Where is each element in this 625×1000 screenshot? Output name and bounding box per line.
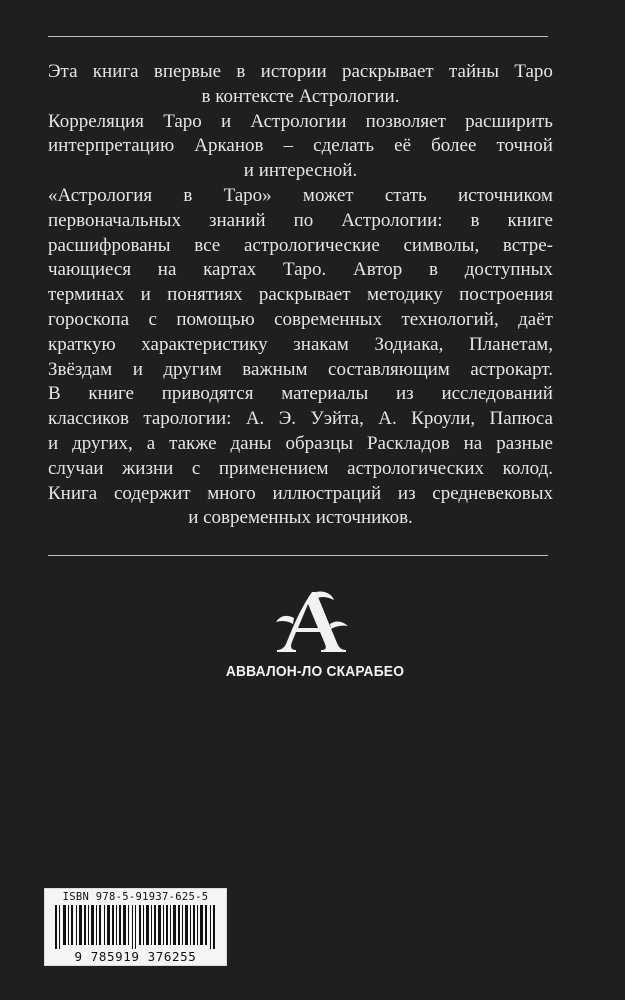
publisher-a-icon <box>272 588 352 656</box>
blurb-p3-line2: первоначальных знаний по Астрологии: в книге <box>48 209 553 231</box>
blurb-p1-line2: в контексте Астрологии. <box>201 85 400 107</box>
blurb-p3-line1: «Астрология в Таро» может стать источником <box>48 184 553 206</box>
blurb-p1-line1: Эта книга впервые в истории раскрывает тайны Таро <box>48 61 553 82</box>
blurb-p3-line4: чающиеся на картах Таро. Автор в доступных <box>48 259 553 281</box>
blurb-p3-line10: классиков тарологии: А. Э. Уэйта, А. Кроули, Папюса <box>48 408 553 430</box>
blurb-p4-line1: Книга содержит много иллюстраций из средневековых <box>48 482 553 504</box>
blurb-p2-line1: Корреляция Таро и Астрологии позволяет расширить <box>48 110 553 132</box>
blurb-p3-line3: расшифрованы все астрологические символы, встре- <box>48 234 553 256</box>
blurb-p4-line2: и современных источников. <box>188 507 413 529</box>
blurb-p3-line7: краткую характеристику знакам Зодиака, Планетам, <box>48 333 553 355</box>
barcode-bars <box>49 905 222 949</box>
blurb-p3-line11: и других, а также даны образцы Раскладов на разные <box>48 432 553 454</box>
blurb-p2-line2: интерпретацию Арканов – сделать её более точной <box>48 135 553 157</box>
isbn-label: ISBN 978-5-91937-625-5 <box>62 891 209 903</box>
back-cover-blurb <box>48 60 553 531</box>
blurb-p3-line9: В книге приводятся материалы из исследований <box>48 383 553 405</box>
blurb-p3-line8: Звёздам и другим важным составляющим астрокарт. <box>48 358 553 380</box>
blurb-p2-line3: и интересной. <box>243 160 358 182</box>
top-divider <box>48 36 548 37</box>
ean-digits: 9 785919 376255 <box>74 949 197 964</box>
isbn-barcode <box>44 888 227 966</box>
blurb-p3-line12: случаи жизни с применением астрологических колод. <box>48 457 553 479</box>
publisher-name: АВВАЛОН-ЛО СКАРАБЕО <box>225 663 405 680</box>
bottom-divider <box>48 555 548 556</box>
blurb-p3-line5: терминах и понятиях раскрывает методику построения <box>48 284 553 306</box>
blurb-p3-line6: гороскопа с помощью современных технологий, даёт <box>48 308 553 330</box>
